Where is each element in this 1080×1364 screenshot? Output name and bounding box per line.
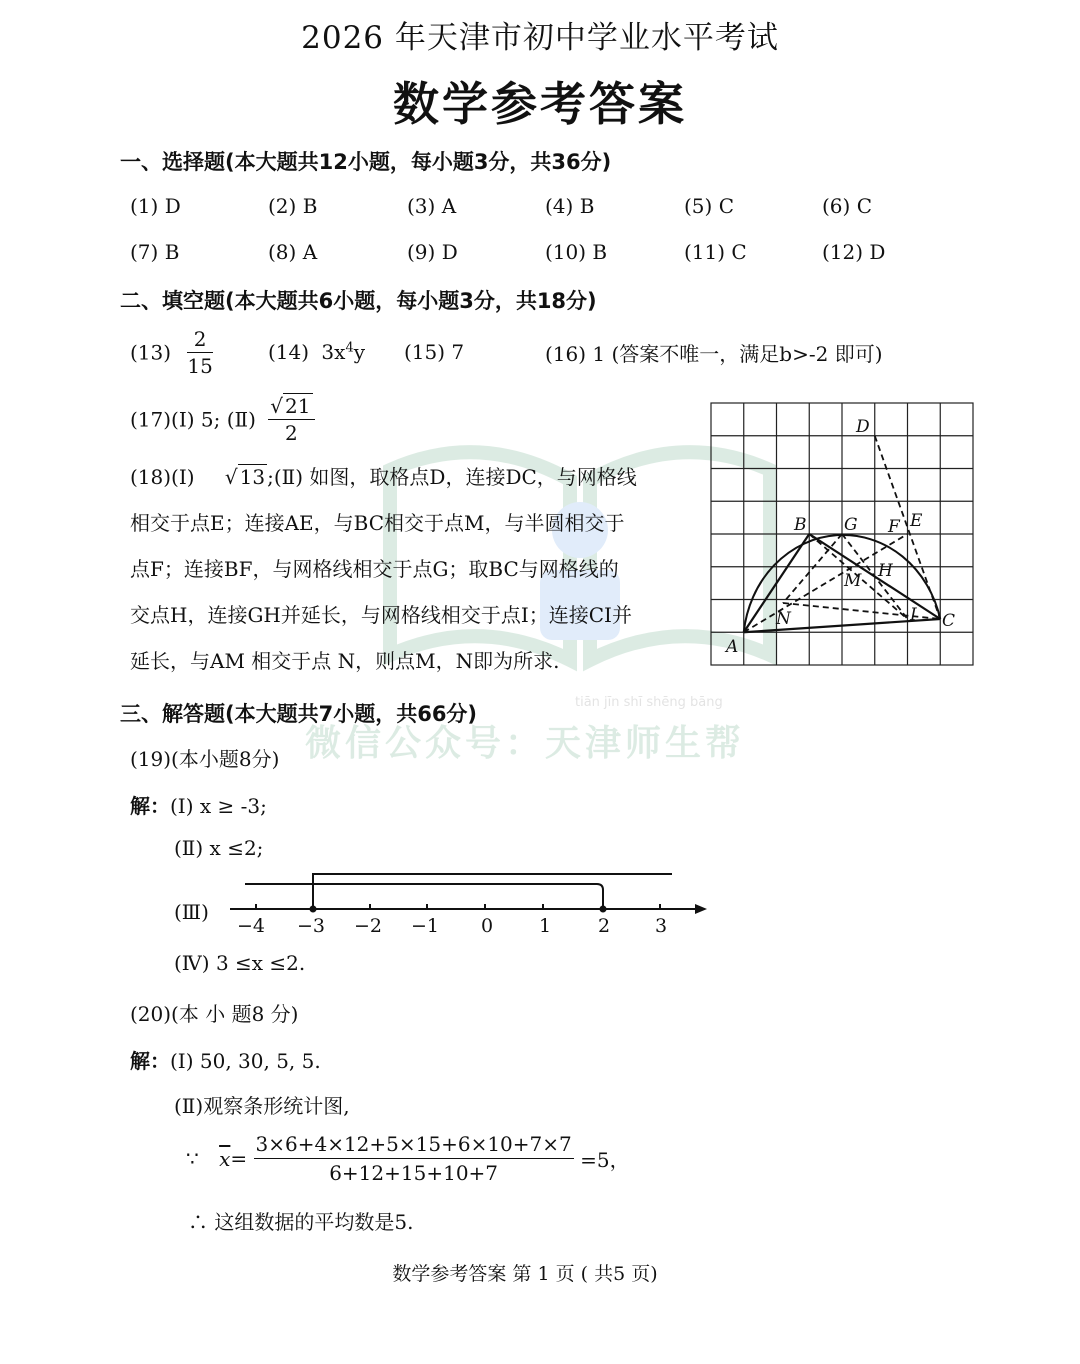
fraction-numerator: 3×6+4×12+5×15+6×10+7×7 bbox=[254, 1130, 574, 1159]
answer-14-label: (14) bbox=[268, 340, 310, 364]
answer-17-fraction bbox=[268, 393, 314, 446]
exam-title: 2026 年天津市初中学业水平考试 bbox=[301, 20, 779, 56]
axis-arrow-icon bbox=[695, 904, 707, 914]
mean-symbol: $\overline{x}$ bbox=[219, 1146, 231, 1171]
number-line bbox=[225, 862, 715, 946]
solve-label: 解： bbox=[130, 794, 170, 818]
figure-18-svg bbox=[708, 400, 978, 670]
answer-14-exponent: 4 bbox=[345, 340, 354, 356]
because-symbol: ∵ bbox=[186, 1146, 199, 1171]
tick-label: 1 bbox=[538, 915, 552, 937]
solution-set-brackets bbox=[245, 874, 672, 908]
answer-13-fraction bbox=[187, 326, 212, 379]
answer-7: (7) B bbox=[130, 240, 180, 264]
sqrt-symbol-icon: √ bbox=[270, 394, 284, 418]
sqrt-symbol-icon: √ bbox=[224, 465, 238, 489]
tick-label: 3 bbox=[654, 915, 668, 937]
answer-2: (2) B bbox=[268, 194, 318, 218]
page-footer: 数学参考答案 第 1 页 ( 共5 页) bbox=[392, 1263, 658, 1285]
label-E: E bbox=[910, 511, 923, 531]
q19-part-1-text: (Ⅰ) x ≥ -3; bbox=[170, 794, 267, 818]
answer-16: (16) 1 (答案不唯一，满足b>-2 即可) bbox=[545, 342, 883, 366]
answer-18-line-1 bbox=[130, 454, 637, 500]
answer-18-text: ;(Ⅱ) 如图，取格点D，连接DC，与网格线 bbox=[267, 465, 637, 489]
point-minus-3 bbox=[310, 906, 317, 913]
answer-18-line-3: 点F；连接BF，与网格线相交于点G；取BC与网格线的 bbox=[130, 557, 619, 581]
tick-label: 0 bbox=[480, 915, 494, 937]
watermark-text: 微信公众号：天津师生帮 bbox=[305, 723, 746, 764]
answer-1: (1) D bbox=[130, 194, 181, 218]
number-line-svg bbox=[225, 862, 715, 942]
point-2 bbox=[600, 906, 607, 913]
figure-18-grid bbox=[708, 400, 978, 674]
mean-fraction bbox=[254, 1130, 574, 1187]
answer-18-line-4: 交点H，连接GH并延长，与网格线相交于点I；连接CI并 bbox=[130, 603, 632, 627]
fraction-numerator: 2 bbox=[187, 326, 212, 353]
label-F: F bbox=[888, 517, 900, 537]
tick-label: −1 bbox=[410, 915, 440, 937]
answer-6: (6) C bbox=[822, 194, 872, 218]
tick-label: 2 bbox=[597, 915, 611, 937]
answer-18-label: (18)(Ⅰ) bbox=[130, 465, 195, 489]
answer-17-label: (17)(Ⅰ) 5; (Ⅱ) bbox=[130, 407, 256, 432]
answer-18-line-5: 延长，与AM 相交于点 N，则点M，N即为所求. bbox=[130, 649, 560, 673]
answer-8: (8) A bbox=[268, 240, 318, 264]
label-B: B bbox=[794, 515, 807, 535]
fraction-numerator bbox=[268, 393, 314, 420]
section-heading-choice: 一、选择题(本大题共12小题，每小题3分，共36分) bbox=[120, 150, 612, 174]
label-G: G bbox=[844, 515, 858, 535]
question-19-part-2: (Ⅱ) x ≤2; bbox=[174, 836, 264, 860]
radicand: 13 bbox=[239, 465, 266, 489]
fraction-denominator: 6+12+15+10+7 bbox=[329, 1161, 499, 1185]
answer-4: (4) B bbox=[545, 194, 595, 218]
answer-17 bbox=[130, 393, 315, 446]
tick-labels bbox=[237, 915, 667, 937]
question-20-conclusion: ∴ 这组数据的平均数是5. bbox=[188, 1210, 414, 1234]
fraction-denominator: 2 bbox=[285, 421, 298, 445]
answer-11: (11) C bbox=[684, 240, 747, 264]
answer-13-label: (13) bbox=[130, 340, 172, 365]
mean-result: =5， bbox=[580, 1148, 630, 1172]
label-A: A bbox=[726, 637, 739, 657]
answer-9: (9) D bbox=[407, 240, 458, 264]
label-H: H bbox=[878, 561, 893, 581]
tick-label: −4 bbox=[236, 915, 266, 937]
mean-formula bbox=[186, 1130, 630, 1187]
answer-14-tail: y bbox=[353, 340, 366, 364]
equals-sign: = bbox=[230, 1146, 248, 1171]
answer-5: (5) C bbox=[684, 194, 734, 218]
q20-part-1-text: (Ⅰ) 50, 30, 5, 5. bbox=[170, 1049, 321, 1073]
question-19-part-3: (Ⅲ) bbox=[174, 900, 209, 924]
answer-15: (15) 7 bbox=[404, 340, 465, 364]
tick-label: −2 bbox=[353, 915, 383, 937]
label-I: I bbox=[910, 605, 917, 625]
section-heading-solve: 三、解答题(本大题共7小题，共66分) bbox=[120, 702, 478, 726]
answer-18-line-2: 相交于点E；连接AE，与BC相交于点M，与半圆相交于 bbox=[130, 511, 625, 535]
page-title: 数学参考答案 bbox=[393, 77, 687, 131]
question-19-part-4: (Ⅳ) 3 ≤x ≤2. bbox=[174, 951, 306, 975]
question-19-title: (19)(本小题8分) bbox=[130, 747, 280, 771]
answer-14-base: 3x bbox=[321, 340, 346, 364]
question-20-title: (20)(本 小 题8 分) bbox=[130, 1002, 299, 1026]
answer-13 bbox=[130, 326, 213, 379]
label-D: D bbox=[856, 417, 870, 437]
section-heading-fill: 二、填空题(本大题共6小题，每小题3分，共18分) bbox=[120, 289, 597, 313]
fraction-denominator: 15 bbox=[187, 354, 213, 378]
answer-10: (10) B bbox=[545, 240, 608, 264]
answer-12: (12) D bbox=[822, 240, 886, 264]
label-M: M bbox=[844, 571, 862, 591]
question-20-part-2: (Ⅱ)观察条形统计图, bbox=[174, 1094, 350, 1118]
solve-label: 解： bbox=[130, 1049, 170, 1073]
answer-14 bbox=[268, 340, 365, 364]
label-N: N bbox=[776, 609, 791, 629]
answer-3: (3) A bbox=[407, 194, 457, 218]
label-C: C bbox=[942, 611, 956, 631]
question-19-part-1 bbox=[130, 790, 267, 819]
tick-label: −3 bbox=[296, 915, 326, 937]
question-20-part-1 bbox=[130, 1045, 321, 1074]
watermark-pinyin: tiān jīn shī shēng bāng bbox=[575, 695, 723, 710]
radicand: 21 bbox=[285, 394, 311, 418]
